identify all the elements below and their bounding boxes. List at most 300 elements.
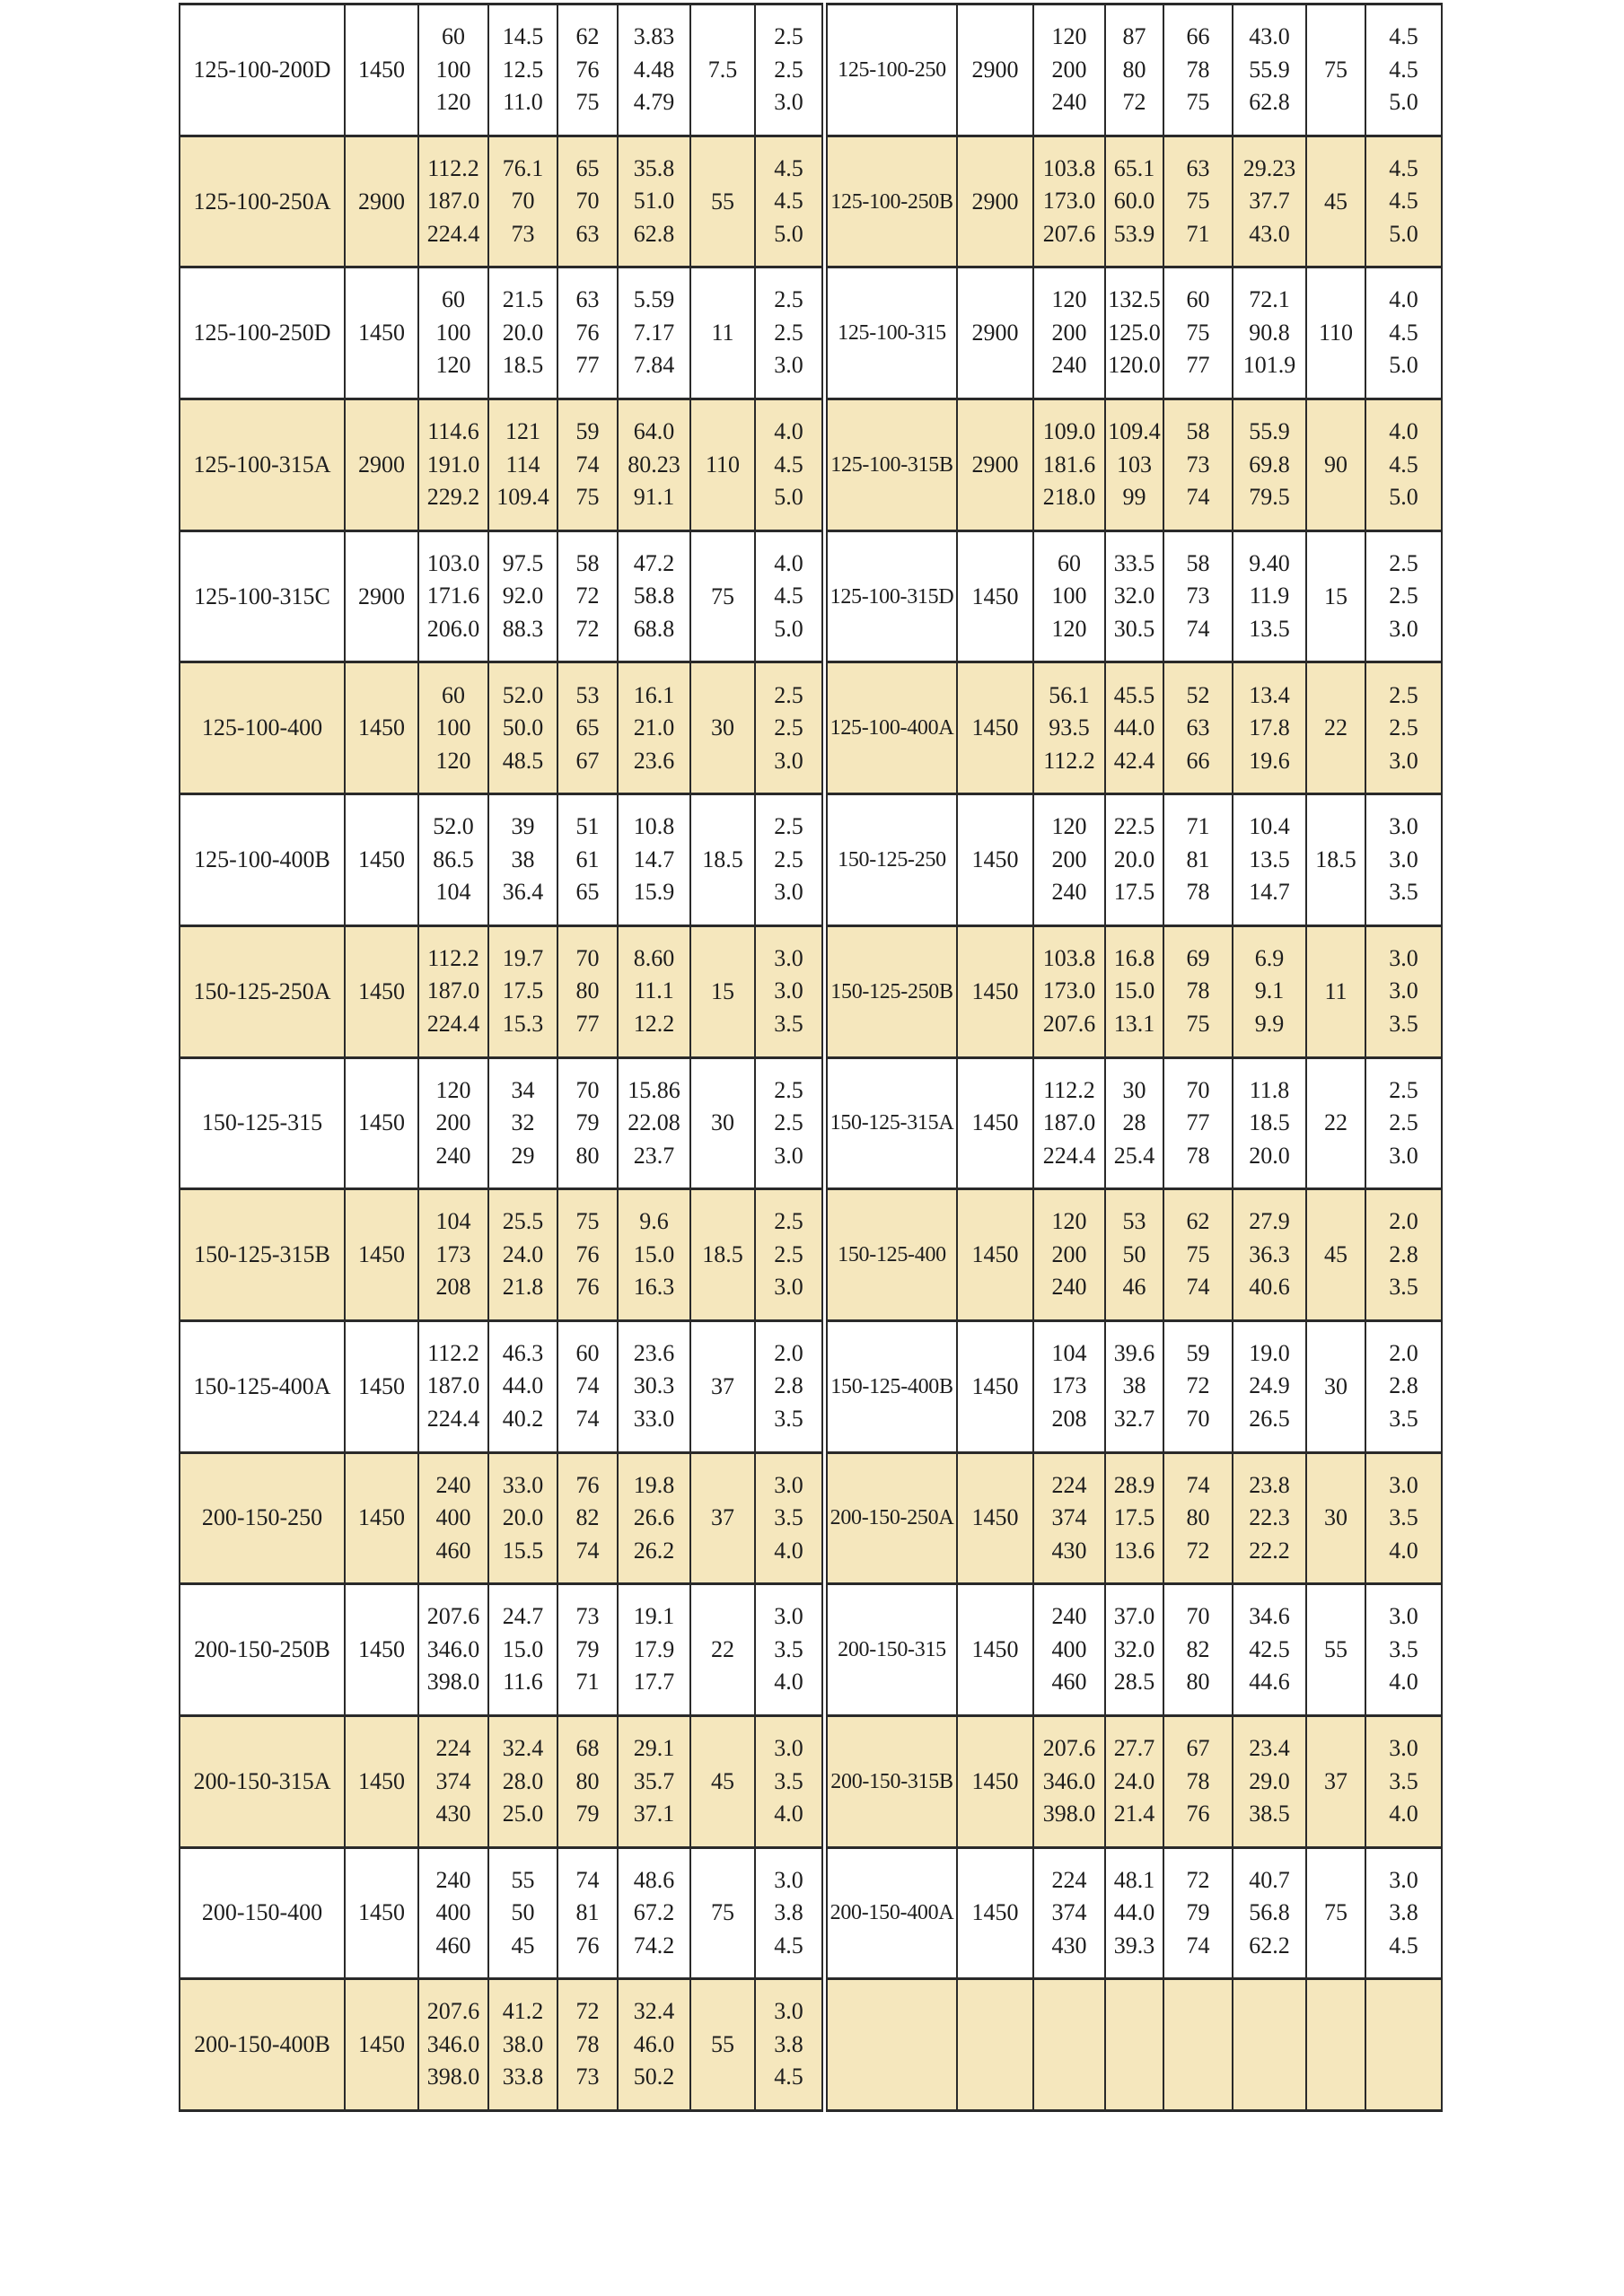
efficiency-cell [557,1057,618,1189]
value-line: 70 [575,1076,600,1103]
power-cell [618,1847,690,1979]
value-line: 73 [575,1603,600,1630]
value-line: 24.0 [1113,1767,1155,1794]
value-line: 12.2 [633,1010,675,1037]
head-cell [1105,399,1163,531]
power-cell [1233,1320,1306,1452]
value-line: 63 [1186,154,1210,181]
value-line: 38.0 [502,2030,544,2057]
value-line: 75 [575,89,600,116]
value-line: 120 [435,89,471,116]
value-line: 22.3 [1249,1504,1290,1531]
value-line: 20.0 [1113,846,1155,872]
motor-power-cell: 11 [690,267,755,399]
value-line: 400 [1051,1635,1087,1662]
power-cell [618,267,690,399]
value-line: 2.5 [1389,1076,1418,1103]
value-line: 78 [575,2030,600,2057]
value-line: 120 [435,1076,471,1103]
motor-power-cell: 22 [690,1584,755,1716]
value-line: 101.9 [1242,352,1296,379]
power-cell [618,1584,690,1716]
value-line: 32.0 [1113,1635,1155,1662]
value-line: 40.6 [1249,1274,1290,1301]
value-line: 76 [575,1274,600,1301]
value-line: 44.0 [1113,1899,1155,1926]
value-line: 27.7 [1113,1735,1155,1762]
power-cell [618,399,690,531]
value-line: 74 [575,1405,600,1432]
value-line: 46.3 [502,1339,544,1366]
head-cell [1105,794,1163,926]
power-cell [618,1057,690,1189]
value-line: 28 [1122,1109,1146,1136]
value-line: 16.1 [633,681,675,708]
value-line: 37.1 [633,1801,675,1827]
value-line: 240 [1051,879,1087,906]
model-cell: 150-125-315 [180,1057,345,1189]
value-line: 6.9 [1254,944,1285,971]
value-line: 99 [1122,484,1146,511]
pump-table-left [179,3,823,2112]
power-cell [1233,1847,1306,1979]
value-line: 75 [575,484,600,511]
value-line: 3.0 [1389,944,1418,971]
value-line: 121 [505,418,540,445]
value-line: 75 [1186,1240,1210,1267]
value-line: 81 [1186,846,1210,872]
value-line: 120 [1051,813,1087,840]
value-line: 109.4 [496,484,549,511]
table-row [180,794,822,926]
table-row [180,662,822,794]
value-line: 70 [1186,1603,1210,1630]
flow-cell [1033,399,1105,531]
value-line: 3.0 [1389,1603,1418,1630]
value-line: 38 [511,846,535,872]
speed-cell: 2900 [957,267,1033,399]
flow-cell [1033,925,1105,1057]
value-line: 3.0 [774,1866,803,1893]
value-line: 75 [575,1208,600,1235]
value-line: 14.7 [1249,879,1290,906]
flow-cell [1033,1189,1105,1321]
value-line: 3.8 [774,1899,803,1926]
value-line: 224.4 [426,1405,480,1432]
value-line: 2.5 [1389,1109,1418,1136]
value-line: 14.7 [633,846,675,872]
npsh-cell [755,662,822,794]
efficiency-cell [1163,4,1233,136]
value-line: 12.5 [502,56,544,83]
motor-power-cell: 22 [1306,662,1365,794]
value-line: 80.23 [628,451,680,478]
value-line: 40.2 [502,1405,544,1432]
table-row [827,1320,1442,1452]
value-line: 4.0 [1389,1801,1418,1827]
value-line: 53 [1122,1208,1146,1235]
value-line: 82 [1186,1635,1210,1662]
value-line: 112.2 [1043,1076,1095,1103]
value-line: 74 [1186,1471,1210,1498]
value-line: 4.5 [1389,1932,1418,1959]
motor-power-cell: 15 [1306,530,1365,662]
value-line: 103.8 [1042,944,1096,971]
value-line: 2.0 [1389,1208,1418,1235]
motor-power-cell: 30 [1306,1320,1365,1452]
power-cell [1233,1979,1306,2111]
value-line: 72 [575,615,600,642]
flow-cell [418,530,488,662]
value-line: 78 [1186,1142,1210,1169]
value-line: 60.0 [1113,188,1155,215]
value-line: 44.0 [502,1372,544,1399]
value-line: 80 [575,1142,600,1169]
value-line: 4.5 [774,154,803,181]
motor-power-cell: 45 [690,1715,755,1847]
motor-power-cell: 15 [690,925,755,1057]
model-cell: 200-150-250 [180,1452,345,1584]
value-line: 58 [575,549,600,576]
efficiency-cell [1163,794,1233,926]
value-line: 79 [575,1635,600,1662]
value-line: 2.5 [1389,549,1418,576]
value-line: 3.0 [1389,615,1418,642]
npsh-cell [1365,1057,1442,1189]
head-cell [488,1979,557,2111]
value-line: 13.5 [1249,846,1290,872]
value-line: 4.0 [1389,1537,1418,1564]
value-line: 17.5 [1113,879,1155,906]
flow-cell [1033,1847,1105,1979]
efficiency-cell [557,530,618,662]
head-cell [1105,4,1163,136]
value-line: 3.83 [633,23,675,50]
value-line: 103.0 [426,549,480,576]
value-line: 2.5 [1389,583,1418,609]
model-cell: 150-125-400B [827,1320,957,1452]
model-cell: 125-100-315D [827,530,957,662]
value-line: 218.0 [1042,484,1096,511]
npsh-cell [1365,925,1442,1057]
value-line: 4.5 [1389,188,1418,215]
value-line: 32.4 [502,1735,544,1762]
value-line: 19.1 [633,1603,675,1630]
efficiency-cell [557,1452,618,1584]
npsh-cell [755,399,822,531]
table-row [827,4,1442,136]
value-line: 224.4 [426,220,480,247]
power-cell [1233,1189,1306,1321]
value-line: 200 [435,1109,471,1136]
motor-power-cell: 55 [690,136,755,267]
efficiency-cell [557,1320,618,1452]
npsh-cell [1365,1715,1442,1847]
value-line: 23.7 [633,1142,675,1169]
npsh-cell [1365,4,1442,136]
value-line: 70 [511,188,535,215]
value-line: 240 [1051,1274,1087,1301]
value-line: 398.0 [426,1669,480,1696]
value-line: 3.0 [774,89,803,116]
motor-power-cell: 110 [1306,267,1365,399]
value-line: 400 [435,1504,471,1531]
value-line: 66 [1186,23,1210,50]
value-line: 64.0 [633,418,675,445]
value-line: 2.5 [774,1076,803,1103]
efficiency-cell [557,794,618,926]
value-line: 9.9 [1254,1010,1285,1037]
flow-cell [1033,1584,1105,1716]
value-line: 104 [1051,1339,1087,1366]
value-line: 15.5 [502,1537,544,1564]
value-line: 92.0 [502,583,544,609]
value-line: 3.5 [774,1635,803,1662]
value-line: 120 [435,747,471,774]
speed-cell: 1450 [345,1715,418,1847]
motor-power-cell: 30 [690,1057,755,1189]
value-line: 33.5 [1113,549,1155,576]
head-cell [488,1584,557,1716]
value-line: 4.5 [774,1932,803,1959]
value-line: 3.0 [1389,1142,1418,1169]
value-line: 60 [442,681,465,708]
value-line: 41.2 [502,1998,544,2025]
head-cell [1105,1452,1163,1584]
value-line: 2.5 [774,681,803,708]
efficiency-cell [1163,1847,1233,1979]
value-line: 51.0 [633,188,675,215]
table-row [180,1320,822,1452]
value-line: 80 [1122,56,1146,83]
value-line: 77 [575,352,600,379]
head-cell [1105,1847,1163,1979]
value-line: 2.5 [774,1109,803,1136]
table-row [180,1847,822,1979]
power-cell [1233,662,1306,794]
motor-power-cell: 55 [690,1979,755,2111]
motor-power-cell: 37 [690,1452,755,1584]
value-line: 15.9 [633,879,675,906]
value-line: 430 [1051,1932,1087,1959]
model-cell: 125-100-400B [180,794,345,926]
model-cell: 125-100-315 [827,267,957,399]
value-line: 112.2 [1043,747,1095,774]
value-line: 3.0 [1389,813,1418,840]
value-line: 29 [511,1142,535,1169]
value-line: 207.6 [1042,220,1096,247]
value-line: 62.8 [633,220,675,247]
value-line: 62 [575,23,600,50]
value-line: 73 [1186,583,1210,609]
value-line: 72 [1186,1866,1210,1893]
value-line: 3.5 [1389,1767,1418,1794]
flow-cell [1033,1057,1105,1189]
power-cell [1233,794,1306,926]
value-line: 15.86 [628,1076,680,1103]
value-line: 74 [1186,1932,1210,1959]
value-line: 187.0 [426,188,480,215]
value-line: 114.6 [427,418,479,445]
npsh-cell [755,1320,822,1452]
value-line: 60 [442,23,465,50]
table-row [827,267,1442,399]
value-line: 29.23 [1242,154,1296,181]
power-cell [618,1320,690,1452]
value-line: 430 [435,1801,471,1827]
value-line: 2.5 [1389,681,1418,708]
value-line: 5.0 [1389,352,1418,379]
efficiency-cell [1163,399,1233,531]
value-line: 37.7 [1249,188,1290,215]
table-row [180,1452,822,1584]
speed-cell: 1450 [957,794,1033,926]
value-line: 15.3 [502,1010,544,1037]
efficiency-cell [1163,267,1233,399]
value-line: 22.5 [1113,813,1155,840]
value-line: 21.8 [502,1274,544,1301]
value-line: 58 [1186,418,1210,445]
value-line: 66 [1186,747,1210,774]
flow-cell [418,136,488,267]
value-line: 132.5 [1108,286,1161,313]
head-cell [488,136,557,267]
value-line: 200 [1051,319,1087,346]
value-line: 23.6 [633,1339,675,1366]
model-cell: 200-150-315 [827,1584,957,1716]
value-line: 2.0 [1389,1339,1418,1366]
value-line: 74 [575,451,600,478]
value-line: 173.0 [1042,977,1096,1004]
value-line: 21.5 [502,286,544,313]
value-line: 79 [575,1109,600,1136]
model-cell: 150-125-315B [180,1189,345,1321]
value-line: 4.5 [1389,23,1418,50]
model-cell: 200-150-400A [827,1847,957,1979]
npsh-cell [1365,1847,1442,1979]
head-cell [1105,530,1163,662]
value-line: 16.8 [1113,944,1155,971]
value-line: 3.0 [1389,846,1418,872]
value-line: 346.0 [426,2030,480,2057]
value-line: 29.0 [1249,1767,1290,1794]
motor-power-cell [1306,1979,1365,2111]
value-line: 5.59 [633,286,675,313]
value-line: 61 [575,846,600,872]
value-line: 19.7 [502,944,544,971]
value-line: 187.0 [1042,1109,1096,1136]
model-cell: 150-125-400 [827,1189,957,1321]
value-line: 26.5 [1249,1405,1290,1432]
value-line: 32.7 [1113,1405,1155,1432]
table-row [827,1189,1442,1321]
speed-cell: 2900 [345,136,418,267]
power-cell [1233,1452,1306,1584]
value-line: 34.6 [1249,1603,1290,1630]
value-line: 30 [1122,1076,1146,1103]
model-cell: 150-125-250B [827,925,957,1057]
flow-cell [418,267,488,399]
value-line: 208 [1051,1405,1087,1432]
value-line: 23.8 [1249,1471,1290,1498]
flow-cell [1033,136,1105,267]
value-line: 5.0 [774,615,803,642]
speed-cell: 1450 [345,1057,418,1189]
value-line: 229.2 [426,484,480,511]
value-line: 224 [435,1735,471,1762]
value-line: 33.0 [633,1405,675,1432]
value-line: 120 [1051,615,1087,642]
table-row [827,1715,1442,1847]
value-line: 2.5 [774,1208,803,1235]
speed-cell: 1450 [957,1847,1033,1979]
value-line: 3.0 [774,879,803,906]
power-cell [1233,399,1306,531]
value-line: 79.5 [1249,484,1290,511]
value-line: 81 [575,1899,600,1926]
table-row [180,4,822,136]
value-line: 460 [435,1537,471,1564]
npsh-cell [755,136,822,267]
model-cell: 200-150-250B [180,1584,345,1716]
value-line: 4.0 [1389,286,1418,313]
npsh-cell [755,1452,822,1584]
value-line: 62 [1186,1208,1210,1235]
value-line: 93.5 [1049,714,1090,741]
value-line: 20.0 [1249,1142,1290,1169]
value-line: 2.0 [774,1339,803,1366]
value-line: 3.0 [774,1142,803,1169]
value-line: 56.1 [1049,681,1090,708]
value-line: 23.4 [1249,1735,1290,1762]
value-line: 3.0 [774,1735,803,1762]
npsh-cell [1365,1189,1442,1321]
power-cell [1233,925,1306,1057]
speed-cell: 1450 [957,1452,1033,1584]
power-cell [618,530,690,662]
speed-cell: 1450 [957,1715,1033,1847]
model-cell: 125-100-315A [180,399,345,531]
speed-cell: 1450 [957,662,1033,794]
value-line: 11.8 [1249,1076,1290,1103]
head-cell [488,1189,557,1321]
value-line: 22.2 [1249,1537,1290,1564]
value-line: 69 [1186,944,1210,971]
speed-cell: 1450 [345,1847,418,1979]
value-line: 78 [1186,1767,1210,1794]
efficiency-cell [1163,1715,1233,1847]
power-cell [618,1452,690,1584]
value-line: 2.5 [774,1240,803,1267]
value-line: 23.6 [633,747,675,774]
value-line: 103 [1117,451,1152,478]
pump-specification-tables [179,3,1443,2112]
value-line: 74 [1186,1274,1210,1301]
value-line: 120 [1051,1208,1087,1235]
value-line: 88.3 [502,615,544,642]
value-line: 28.5 [1113,1669,1155,1696]
value-line: 78 [1186,56,1210,83]
efficiency-cell [1163,1057,1233,1189]
value-line: 72 [575,1998,600,2025]
table-row [827,136,1442,267]
npsh-cell [755,1057,822,1189]
head-cell [1105,267,1163,399]
efficiency-cell [557,662,618,794]
value-line: 67.2 [633,1899,675,1926]
value-line: 74.2 [633,1932,675,1959]
value-line: 374 [1051,1899,1087,1926]
